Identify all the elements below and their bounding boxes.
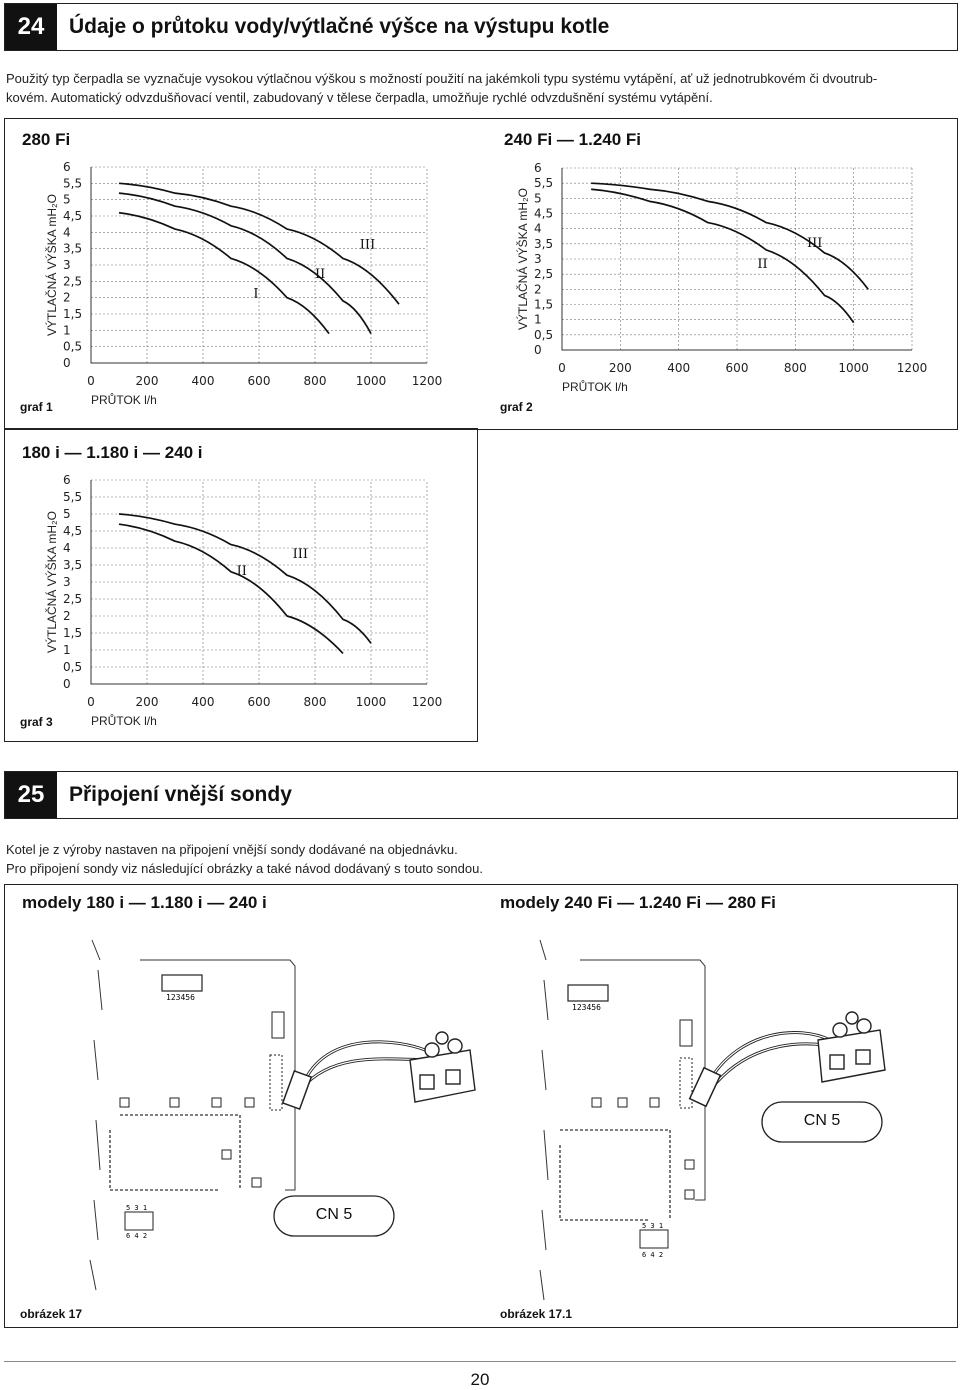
x-tick-label: 1200 xyxy=(896,361,928,375)
chart1-model: 280 Fi xyxy=(22,130,71,149)
x-tick-label: 800 xyxy=(303,374,327,388)
fig17-caption: obrázek 17 xyxy=(20,1307,83,1321)
pin-numbers-b: 6 4 2 xyxy=(642,1251,664,1259)
y-tick-label: 4,5 xyxy=(63,524,83,538)
x-tick-label: 600 xyxy=(725,361,749,375)
x-tick-label: 1200 xyxy=(411,374,443,388)
x-axis-label: PRŮTOK l/h xyxy=(91,714,157,728)
x-tick-label: 0 xyxy=(87,374,95,388)
chart3-caption: graf 3 xyxy=(20,715,53,729)
y-tick-label: 1,5 xyxy=(63,307,83,321)
x-tick-label: 600 xyxy=(247,695,271,709)
pin-numbers-a: 5 3 1 xyxy=(126,1204,148,1212)
y-tick-label: 3,5 xyxy=(534,236,554,251)
x-axis-label: PRŮTOK l/h xyxy=(562,380,628,394)
y-tick-label: 2 xyxy=(63,290,71,305)
section-number: 24 xyxy=(5,4,57,50)
x-tick-label: 600 xyxy=(247,374,271,388)
y-tick-label: 3,5 xyxy=(63,241,83,256)
cn5-label-17: CN 5 xyxy=(315,1206,353,1223)
fig17-title: modely 180 i — 1.180 i — 240 i xyxy=(22,893,267,912)
y-tick-label: 1,5 xyxy=(63,626,83,640)
curve-label: III xyxy=(292,547,309,563)
y-tick-label: 1,5 xyxy=(534,297,554,312)
y-tick-label: 4,5 xyxy=(534,206,554,221)
y-axis-label: VÝTLAČNÁ VÝŠKA mH₂O xyxy=(45,193,59,337)
y-tick-label: 4 xyxy=(63,225,71,240)
pin-numbers-top: 123456 xyxy=(572,1003,601,1012)
curve-label: III xyxy=(359,237,376,253)
y-tick-label: 0 xyxy=(63,677,71,691)
section-title: Údaje o průtoku vody/výtlačné výšce na výstupu kotle xyxy=(69,15,610,38)
y-tick-label: 5,5 xyxy=(534,176,554,191)
x-tick-label: 1200 xyxy=(411,695,443,709)
y-tick-label: 0,5 xyxy=(63,339,83,354)
y-tick-label: 5,5 xyxy=(63,490,83,504)
sec25-paragraph xyxy=(6,840,954,878)
pcb-diagram-17 xyxy=(80,930,480,1310)
x-tick-label: 400 xyxy=(191,374,215,388)
sec25-line-1: Kotel je z výroby nastaven na připojení vnější sondy dodávané na objednávku. xyxy=(6,842,458,857)
curve-label: III xyxy=(807,235,823,251)
y-tick-label: 4 xyxy=(534,221,542,236)
x-tick-label: 200 xyxy=(608,361,632,375)
curve-label: II xyxy=(236,564,247,580)
cn5-label-171: CN 5 xyxy=(803,1112,841,1129)
y-tick-label: 6 xyxy=(63,160,71,174)
pin-numbers-b: 6 4 2 xyxy=(126,1232,148,1240)
y-tick-label: 2,5 xyxy=(534,267,554,282)
section-25-header xyxy=(4,771,958,819)
fig171-title: modely 240 Fi — 1.240 Fi — 280 Fi xyxy=(500,893,776,912)
intro-line-2: kovém. Automatický odvzdušňovací ventil, zabudovaný v tělese čerpadla, umožňuje rychlé odvzdušnění systému vytápění. xyxy=(6,90,713,105)
y-tick-label: 0,5 xyxy=(63,660,83,674)
x-tick-label: 1000 xyxy=(355,695,387,709)
x-tick-label: 200 xyxy=(135,374,159,388)
y-tick-label: 2,5 xyxy=(63,274,83,289)
y-tick-label: 6 xyxy=(63,473,71,487)
y-tick-label: 4 xyxy=(63,541,71,555)
y-tick-label: 3,5 xyxy=(63,558,83,572)
y-tick-label: 5,5 xyxy=(63,176,83,191)
y-tick-label: 2,5 xyxy=(63,592,83,606)
chart2-model: 240 Fi — 1.240 Fi xyxy=(504,130,642,149)
curve-label: I xyxy=(253,286,259,302)
curve-label: II xyxy=(757,257,768,273)
y-axis-label: VÝTLAČNÁ VÝŠKA mH₂O xyxy=(45,510,59,654)
y-axis-label: VÝTLAČNÁ VÝŠKA mH₂O xyxy=(516,187,530,331)
y-tick-label: 5 xyxy=(63,192,71,207)
pin-numbers-top: 123456 xyxy=(166,993,195,1002)
footer-rule xyxy=(4,1361,956,1362)
x-tick-label: 200 xyxy=(135,695,159,709)
sec25-line-2: Pro připojení sondy viz následující obrázky a také návod dodávaný s touto sondou. xyxy=(6,861,483,876)
y-tick-label: 0 xyxy=(63,356,71,370)
x-tick-label: 0 xyxy=(558,361,566,375)
y-tick-label: 1 xyxy=(63,323,71,338)
y-tick-label: 3 xyxy=(63,575,71,589)
chart2-caption: graf 2 xyxy=(500,400,533,414)
y-tick-label: 6 xyxy=(534,161,542,175)
fig171-caption: obrázek 17.1 xyxy=(500,1307,573,1321)
y-tick-label: 0,5 xyxy=(534,327,554,342)
x-tick-label: 400 xyxy=(191,695,215,709)
section-number: 25 xyxy=(5,772,57,818)
x-tick-label: 1000 xyxy=(838,361,869,375)
intro-line-1: Použitý typ čerpadla se vyznačuje vysokou výtlačnou výškou s možností použití na jakémkoli typu systému vytápění, ať už jednotrubkovém či dvoutrub- xyxy=(6,71,878,86)
y-tick-label: 3 xyxy=(534,252,542,266)
x-axis-label: PRŮTOK l/h xyxy=(91,393,157,407)
y-tick-label: 2 xyxy=(63,609,71,623)
section-title: Připojení vnější sondy xyxy=(69,783,292,806)
y-tick-label: 5 xyxy=(63,507,71,521)
x-tick-label: 0 xyxy=(87,695,95,709)
y-tick-label: 3 xyxy=(63,258,71,272)
y-tick-label: 5 xyxy=(534,191,542,206)
y-tick-label: 0 xyxy=(534,343,542,357)
x-tick-label: 800 xyxy=(783,361,807,375)
curve-label: II xyxy=(315,267,326,283)
page-number: 20 xyxy=(470,1370,490,1389)
y-tick-label: 4,5 xyxy=(63,209,83,223)
x-tick-label: 800 xyxy=(303,695,327,709)
y-tick-label: 1 xyxy=(534,312,542,327)
pin-numbers-a: 5 3 1 xyxy=(642,1222,664,1230)
chart1-caption: graf 1 xyxy=(20,400,53,414)
x-tick-label: 400 xyxy=(667,361,691,375)
y-tick-label: 1 xyxy=(63,643,71,657)
curve-II xyxy=(119,524,343,653)
chart3-model: 180 i — 1.180 i — 240 i xyxy=(22,443,203,462)
y-tick-label: 2 xyxy=(534,282,542,297)
x-tick-label: 1000 xyxy=(355,374,387,388)
